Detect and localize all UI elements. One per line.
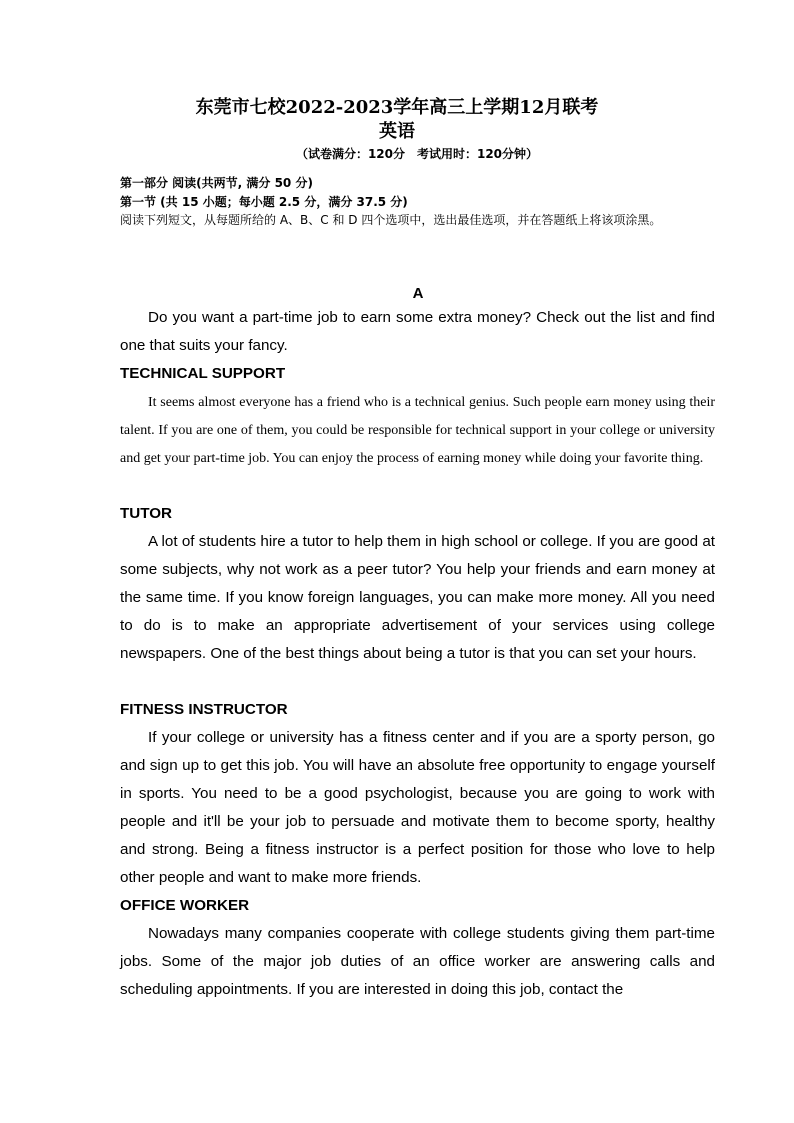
- directions-text: 阅读下列短文，从每题所给的 A、B、C 和 D 四个选项中，选出最佳选项，并在答题纸上将该项涂黑。: [120, 213, 662, 227]
- exam-title: 东莞市七校2022-2023学年高三上学期12月联考: [195, 97, 599, 118]
- part-heading: 第一部分 阅读(共两节, 满分 50 分): [120, 176, 313, 190]
- section-heading-tutor: TUTOR: [120, 505, 173, 522]
- section-heading-fitness-instructor: FITNESS INSTRUCTOR: [120, 701, 288, 718]
- section-heading: 第一节 (共 15 小题；每小题 2.5 分，满分 37.5 分): [120, 195, 408, 209]
- exam-subject: 英语: [379, 121, 415, 142]
- section-text-tutor: A lot of students hire a tutor to help them in high school or college. If you are good at some subjects, why not work as a peer tutor? You help your friends and earn money at the same time. If you know foreign languages, you can make more money. All you need to do is to make an appropriate advertisement of your services using college newspapers. One of the best things about being a tutor is that you can set your hours.: [120, 533, 715, 662]
- section-heading-office-worker: OFFICE WORKER: [120, 897, 250, 914]
- section-text-fitness-instructor: If your college or university has a fitness center and if you are a sporty person, go and sign up to get this job. You will have an absolute free opportunity to engage yourself in sports. You need to be a good psychologist, because you are going to work with people and it'll be your job to persuade and motivate them to become sporty, healthy and strong. Being a fitness instructor is a perfect position for those who love to help other people and want to make more friends.: [120, 729, 715, 886]
- passage-intro: Do you want a part-time job to earn some extra money? Check out the list and find one that suits your fancy.: [120, 309, 715, 354]
- passage-letter: A: [412, 285, 424, 302]
- section-heading-technical-support: TECHNICAL SUPPORT: [120, 365, 286, 382]
- section-text-technical-support: It seems almost everyone has a friend who is a technical genius. Such people earn money using their talent. If you are one of them, you could be responsible for technical support in your college or university and get your part-time job. You can enjoy the process of earning money while doing your favorite thing.: [120, 395, 715, 466]
- section-text-office-worker: Nowadays many companies cooperate with college students giving them part-time jobs. Some of the major job duties of an office worker are answering calls and scheduling appointments. If you are interested in doing this job, contact the: [120, 925, 715, 998]
- exam-meta: （试卷满分：120分 考试用时：120分钟）: [295, 147, 539, 161]
